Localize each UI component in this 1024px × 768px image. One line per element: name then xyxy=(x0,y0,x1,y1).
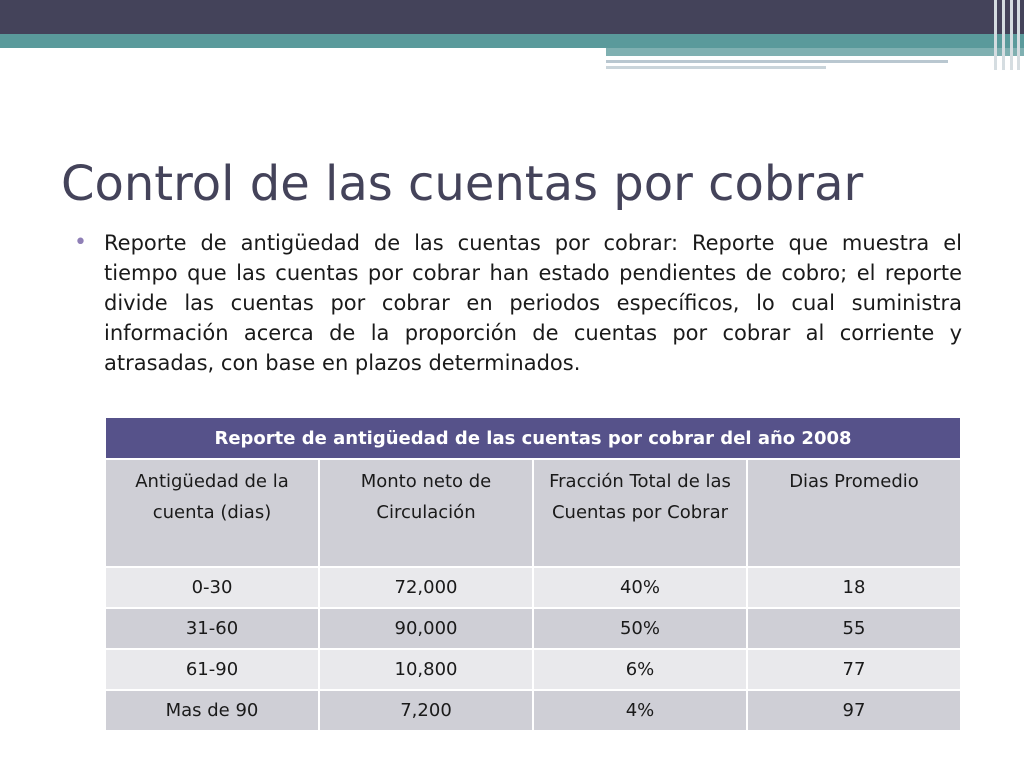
table-cell: 18 xyxy=(747,567,961,608)
column-header-fraccion: Fracción Total de las Cuentas por Cobrar xyxy=(533,459,747,567)
column-header-monto: Monto neto de Circulación xyxy=(319,459,533,567)
header-vertical-stripe xyxy=(1017,0,1020,70)
header-band xyxy=(0,0,1024,34)
table-row xyxy=(105,608,961,649)
bullet-dot-icon: • xyxy=(74,230,87,255)
table-cell: Mas de 90 xyxy=(105,690,319,731)
table-cell: 10,800 xyxy=(319,649,533,690)
column-header-antiguedad: Antigüedad de la cuenta (dias) xyxy=(105,459,319,567)
table-cell: 7,200 xyxy=(319,690,533,731)
slide-title: Control de las cuentas por cobrar xyxy=(61,156,864,212)
table-cell: 55 xyxy=(747,608,961,649)
header-vertical-stripe xyxy=(1010,0,1013,70)
table-cell: 0-30 xyxy=(105,567,319,608)
table-row xyxy=(105,649,961,690)
table-cell: 72,000 xyxy=(319,567,533,608)
aging-report-table xyxy=(104,416,962,732)
column-header-dias: Dias Promedio xyxy=(747,459,961,567)
table-cell: 90,000 xyxy=(319,608,533,649)
table-cell: 4% xyxy=(533,690,747,731)
table-caption: Reporte de antigüedad de las cuentas por cobrar del año 2008 xyxy=(105,417,961,459)
table-cell: 40% xyxy=(533,567,747,608)
table-cell: 97 xyxy=(747,690,961,731)
bullet-item xyxy=(74,228,962,378)
header-accent-stripe xyxy=(0,34,1024,48)
table-cell: 77 xyxy=(747,649,961,690)
table-header-row xyxy=(105,459,961,567)
bullet-text: Reporte de antigüedad de las cuentas por cobrar: Reporte que muestra el tiempo que las cuentas por cobrar han estado pendientes de cobro; el reporte divide las cuentas por cobrar en periodos específicos, lo cual suministra información acerca de la proporción de cuentas por cobrar al corriente y atrasadas, con base en plazos determinados. xyxy=(104,231,962,375)
header-vertical-stripe xyxy=(1002,0,1005,70)
header-vertical-stripe xyxy=(994,0,997,70)
table-cell: 6% xyxy=(533,649,747,690)
header-accent-stripe-short xyxy=(606,48,1024,56)
table-row xyxy=(105,690,961,731)
table-cell: 50% xyxy=(533,608,747,649)
table-row xyxy=(105,567,961,608)
table-cell: 31-60 xyxy=(105,608,319,649)
table-cell: 61-90 xyxy=(105,649,319,690)
header-thin-line xyxy=(606,66,826,69)
header-thin-line xyxy=(606,60,948,63)
table-caption-row xyxy=(105,417,961,459)
